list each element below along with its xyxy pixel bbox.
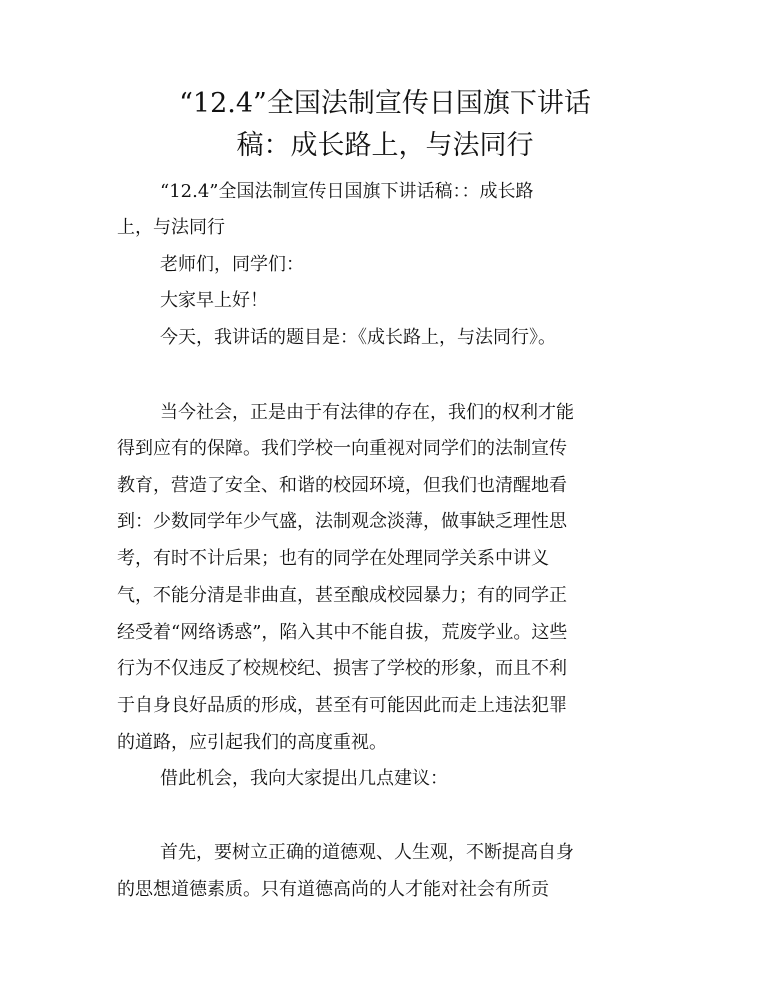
society-line-5: 考，有时不计后果；也有的同学在处理同学关系中讲义	[117, 548, 549, 569]
society-line-3: 教育，营造了安全、和谐的校园环境，但我们也清醒地看	[117, 475, 567, 496]
subtitle-line-1: “12.4”全国法制宣传日国旗下讲话稿：：成长路	[160, 181, 534, 202]
document-title-line-2: 稿：成长路上，与法同行	[236, 130, 534, 161]
society-line-1: 当今社会，正是由于有法律的存在，我们的权利才能	[160, 402, 574, 423]
society-line-2: 得到应有的保障。我们学校一向重视对同学们的法制宣传	[117, 438, 567, 459]
society-line-10: 的道路，应引起我们的高度重视。	[117, 732, 387, 753]
greeting-line: 老师们，同学们：	[160, 254, 304, 275]
society-line-6: 气，不能分清是非曲直，甚至酿成校园暴力；有的同学正	[117, 585, 567, 606]
topic-line: 今天，我讲话的题目是：《成长路上，与法同行》。	[160, 327, 556, 348]
society-line-7: 经受着“网络诱惑”，陷入其中不能自拔，荒废学业。这些	[117, 622, 568, 643]
society-line-8: 行为不仅违反了校规校纪、损害了学校的形象，而且不利	[117, 658, 567, 679]
subtitle-line-2: 上，与法同行	[117, 217, 225, 238]
society-line-9: 于自身良好品质的形成，甚至有可能因此而走上违法犯罪	[117, 695, 567, 716]
morning-line: 大家早上好！	[160, 290, 268, 311]
society-line-4: 到：少数同学年少气盛，法制观念淡薄，做事缺乏理性思	[117, 511, 567, 532]
first-line-1: 首先，要树立正确的道德观、人生观，不断提高自身	[160, 842, 574, 863]
first-line-2: 的思想道德素质。只有道德高尚的人才能对社会有所贡	[117, 879, 549, 900]
document-title-line-1: “12.4”全国法制宣传日国旗下讲话	[179, 88, 591, 119]
suggest-line: 借此机会，我向大家提出几点建议：	[160, 768, 448, 789]
